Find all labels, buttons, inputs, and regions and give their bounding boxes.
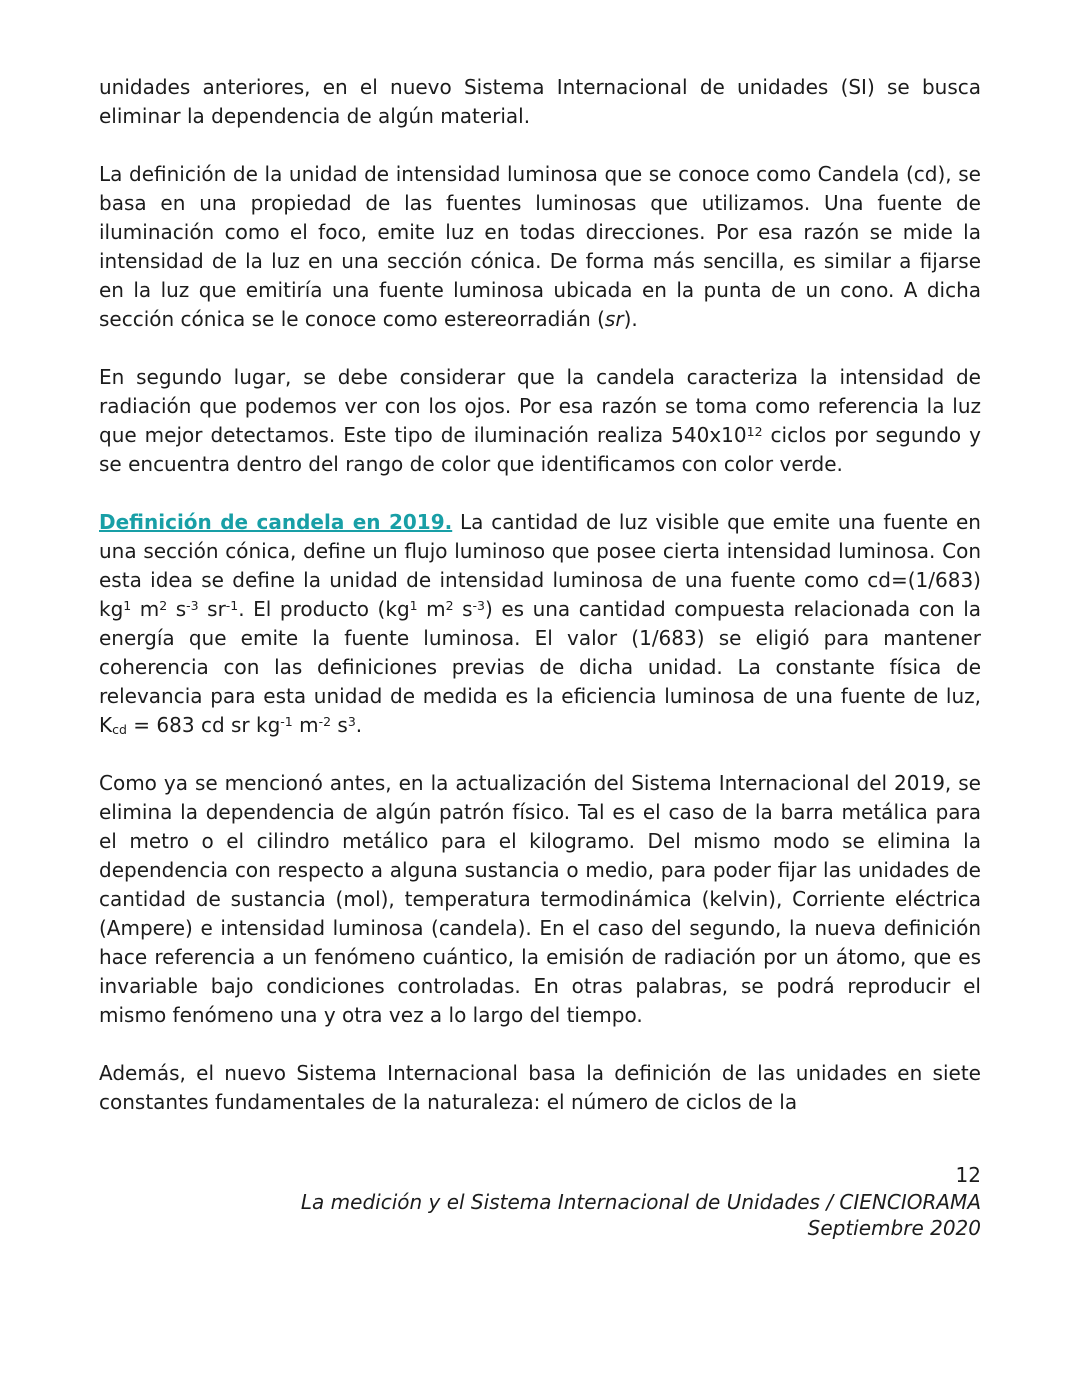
- superscript-run: 1: [409, 598, 418, 614]
- superscript-run: -3: [186, 598, 199, 614]
- text-run: ).: [623, 307, 638, 331]
- subscript-run: cd: [112, 722, 127, 738]
- text-run: En segundo lugar, se debe considerar que la candela caracteriza la intensidad de radiación que podemos ver con los ojos. Por esa razón se toma como referencia la luz que mejor detectamos. Este tipo de iluminación realiza 540x10: [99, 365, 981, 447]
- page-footer: [99, 1162, 981, 1242]
- superscript-run: 2: [159, 598, 168, 614]
- text-run: unidades anteriores, en el nuevo Sistema Internacional de unidades (SI) se busca eliminar la dependencia de algún material.: [99, 75, 981, 128]
- paragraph-4: [99, 508, 981, 740]
- footer-date-line: Septiembre 2020: [807, 1216, 981, 1240]
- definition-heading-link[interactable]: Definición de candela en 2019.: [99, 510, 453, 534]
- superscript-run: -1: [280, 714, 293, 730]
- superscript-run: 12: [746, 424, 763, 440]
- paragraph-2: [99, 160, 981, 334]
- footer-publication-line: La medición y el Sistema Internacional de Unidades / CIENCIORAMA: [300, 1189, 981, 1214]
- text-run: sr: [198, 597, 226, 621]
- text-run: s: [453, 597, 473, 621]
- superscript-run: -2: [318, 714, 332, 730]
- paragraph-6: [99, 1059, 981, 1117]
- text-run: Además, el nuevo Sistema Internacional basa la definición de las unidades en siete constantes fundamentales de la naturaleza: el número de ciclos de la: [99, 1061, 981, 1114]
- superscript-run: 1: [123, 598, 132, 614]
- document-body: [99, 73, 981, 1117]
- superscript-run: -1: [225, 598, 239, 614]
- text-run: Como ya se mencionó antes, en la actualización del Sistema Internacional del 2019, se elimina la dependencia de algún patrón físico. Tal es el caso de la barra metálica para el metro o el cilindro metálico para el kilogramo. Del mismo modo se elimina la dependencia con respecto a alguna sustancia o medio, para poder fijar las unidades de cantidad de sustancia (mol), temperatura termodinámica (kelvin), Corriente eléctrica (Ampere) e intensidad luminosa (candela). En el caso del segundo, la nueva definición hace referencia a un fenómeno cuántico, la emisión de radiación por un átomo, que es invariable bajo condiciones controladas. En otras palabras, se podrá reproducir el mismo fenómeno una y otra vez a lo largo del tiempo.: [99, 771, 981, 1027]
- text-run: ciclos por segundo y se encuentra dentro del rango de color que identificamos con color verde.: [99, 423, 981, 476]
- text-run: m: [292, 713, 319, 737]
- paragraph-1: [99, 73, 981, 131]
- text-run: .: [355, 713, 363, 737]
- text-run: . El producto (kg: [238, 597, 410, 621]
- paragraph-5: [99, 769, 981, 1030]
- text-run: ) es una cantidad compuesta relacionada con la energía que emite la fuente luminosa. El valor (1/683) se eligió para mantener coherencia con las definiciones previas de dicha unidad. La constante física de relevancia para esta unidad de medida es la eficiencia luminosa de una fuente de luz, K: [99, 597, 982, 737]
- text-run: = 683 cd sr kg: [126, 713, 281, 737]
- page-number: 12: [955, 1163, 981, 1187]
- superscript-run: 2: [445, 598, 454, 614]
- text-run: m: [417, 597, 446, 621]
- text-run: sr: [604, 307, 624, 331]
- superscript-run: -3: [472, 598, 485, 614]
- superscript-run: 3: [347, 714, 356, 730]
- text-run: s: [167, 597, 187, 621]
- text-run: m: [131, 597, 160, 621]
- paragraph-3: [99, 363, 981, 479]
- text-run: s: [331, 713, 348, 737]
- text-run: La cantidad de luz visible que emite una fuente en una sección cónica, define un flujo luminoso que posee cierta intensidad luminosa. Con esta idea se define la unidad de intensidad luminosa de una fuente como cd=(1/683) kg: [99, 510, 981, 621]
- text-run: La definición de la unidad de intensidad luminosa que se conoce como Candela (cd), se basa en una propiedad de las fuentes luminosas que utilizamos. Una fuente de iluminación como el foco, emite luz en todas direcciones. Por esa razón se mide la intensidad de la luz en una sección cónica. De forma más sencilla, es similar a fijarse en la luz que emitiría una fuente luminosa ubicada en la punta de un cono. A dicha sección cónica se le conoce como estereorradián (: [99, 162, 981, 331]
